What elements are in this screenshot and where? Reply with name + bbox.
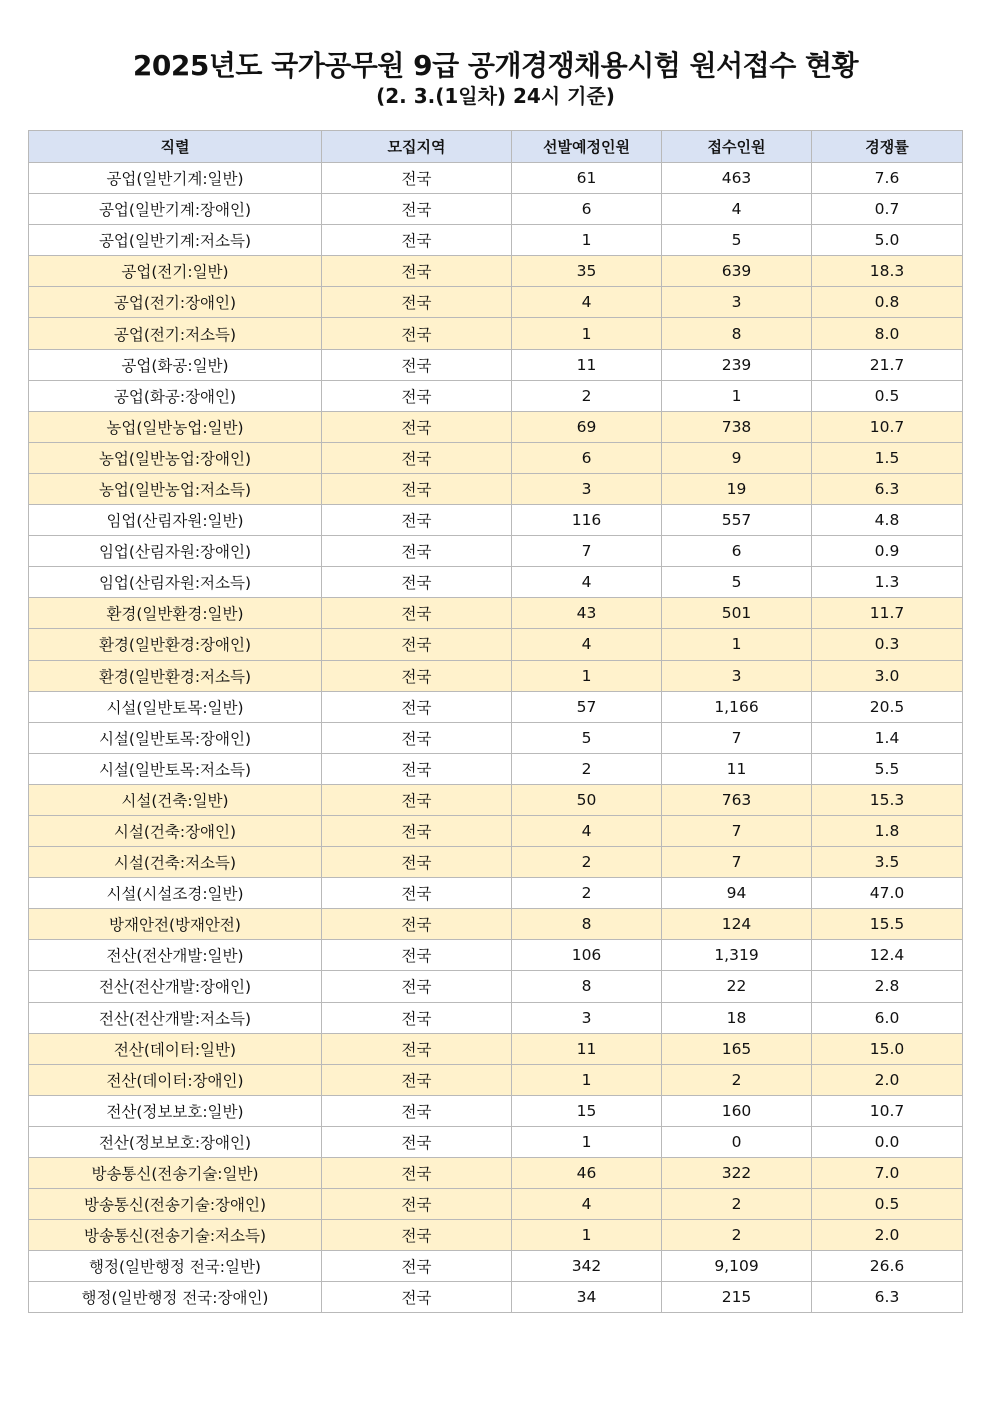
job-series-cell: 농업(일반농업:저소득): [29, 473, 322, 504]
applicants-cell: 94: [662, 878, 812, 909]
competition-rate-cell: 15.5: [812, 909, 963, 940]
applicants-cell: 1,166: [662, 691, 812, 722]
applicants-cell: 165: [662, 1033, 812, 1064]
region-cell: 전국: [322, 505, 512, 536]
applicants-cell: 322: [662, 1158, 812, 1189]
applicants-cell: 3: [662, 660, 812, 691]
job-series-cell: 공업(화공:일반): [29, 349, 322, 380]
region-cell: 전국: [322, 815, 512, 846]
applicants-cell: 19: [662, 473, 812, 504]
competition-rate-cell: 7.0: [812, 1158, 963, 1189]
region-cell: 전국: [322, 256, 512, 287]
planned-hires-cell: 2: [512, 847, 662, 878]
job-series-cell: 시설(시설조경:일반): [29, 878, 322, 909]
job-series-cell: 공업(전기:장애인): [29, 287, 322, 318]
applicants-cell: 557: [662, 505, 812, 536]
job-series-cell: 전산(정보보호:장애인): [29, 1126, 322, 1157]
applicants-cell: 1: [662, 629, 812, 660]
table-row: [29, 1220, 963, 1251]
competition-rate-cell: 1.8: [812, 815, 963, 846]
competition-rate-cell: 0.3: [812, 629, 963, 660]
table-row: [29, 598, 963, 629]
applicants-cell: 7: [662, 847, 812, 878]
applicants-cell: 124: [662, 909, 812, 940]
applicants-cell: 1,319: [662, 940, 812, 971]
job-series-cell: 임업(산림자원:일반): [29, 505, 322, 536]
planned-hires-cell: 61: [512, 163, 662, 194]
region-cell: 전국: [322, 1002, 512, 1033]
planned-hires-cell: 34: [512, 1282, 662, 1313]
job-series-cell: 임업(산림자원:저소득): [29, 567, 322, 598]
table-row: [29, 691, 963, 722]
competition-rate-cell: 10.7: [812, 1095, 963, 1126]
competition-rate-cell: 18.3: [812, 256, 963, 287]
planned-hires-cell: 2: [512, 753, 662, 784]
table-row: [29, 1282, 963, 1313]
competition-rate-cell: 6.3: [812, 1282, 963, 1313]
region-cell: 전국: [322, 1220, 512, 1251]
job-series-cell: 공업(일반기계:장애인): [29, 194, 322, 225]
planned-hires-cell: 6: [512, 442, 662, 473]
region-cell: 전국: [322, 909, 512, 940]
applicants-cell: 239: [662, 349, 812, 380]
competition-rate-cell: 0.9: [812, 536, 963, 567]
job-series-cell: 공업(일반기계:저소득): [29, 225, 322, 256]
planned-hires-cell: 1: [512, 225, 662, 256]
applicants-cell: 215: [662, 1282, 812, 1313]
table-row: [29, 473, 963, 504]
planned-hires-cell: 43: [512, 598, 662, 629]
applicants-cell: 3: [662, 287, 812, 318]
region-cell: 전국: [322, 878, 512, 909]
applicants-cell: 639: [662, 256, 812, 287]
region-cell: 전국: [322, 349, 512, 380]
job-series-cell: 시설(일반토목:일반): [29, 691, 322, 722]
planned-hires-cell: 3: [512, 473, 662, 504]
header-region: 모집지역: [322, 131, 512, 163]
job-series-cell: 전산(전산개발:저소득): [29, 1002, 322, 1033]
competition-rate-cell: 5.5: [812, 753, 963, 784]
table-row: [29, 909, 963, 940]
region-cell: 전국: [322, 753, 512, 784]
region-cell: 전국: [322, 660, 512, 691]
competition-rate-cell: 3.5: [812, 847, 963, 878]
planned-hires-cell: 1: [512, 318, 662, 349]
planned-hires-cell: 7: [512, 536, 662, 567]
table-row: [29, 878, 963, 909]
job-series-cell: 시설(일반토목:장애인): [29, 722, 322, 753]
table-row: [29, 971, 963, 1002]
competition-rate-cell: 5.0: [812, 225, 963, 256]
applicants-cell: 738: [662, 411, 812, 442]
applicants-cell: 8: [662, 318, 812, 349]
applicants-cell: 7: [662, 722, 812, 753]
applicants-cell: 0: [662, 1126, 812, 1157]
table-row: [29, 1064, 963, 1095]
region-cell: 전국: [322, 1095, 512, 1126]
table-row: [29, 753, 963, 784]
region-cell: 전국: [322, 473, 512, 504]
table-row: [29, 225, 963, 256]
table-row: [29, 318, 963, 349]
applicants-cell: 1: [662, 380, 812, 411]
job-series-cell: 전산(데이터:일반): [29, 1033, 322, 1064]
job-series-cell: 공업(전기:저소득): [29, 318, 322, 349]
table-row: [29, 1189, 963, 1220]
application-status-table: [28, 130, 963, 1313]
region-cell: 전국: [322, 847, 512, 878]
competition-rate-cell: 15.3: [812, 784, 963, 815]
region-cell: 전국: [322, 1251, 512, 1282]
applicants-cell: 22: [662, 971, 812, 1002]
region-cell: 전국: [322, 598, 512, 629]
competition-rate-cell: 0.7: [812, 194, 963, 225]
planned-hires-cell: 11: [512, 1033, 662, 1064]
region-cell: 전국: [322, 442, 512, 473]
applicants-cell: 7: [662, 815, 812, 846]
planned-hires-cell: 1: [512, 1126, 662, 1157]
competition-rate-cell: 6.3: [812, 473, 963, 504]
table-row: [29, 256, 963, 287]
table-row: [29, 1095, 963, 1126]
competition-rate-cell: 2.0: [812, 1220, 963, 1251]
region-cell: 전국: [322, 287, 512, 318]
job-series-cell: 환경(일반환경:저소득): [29, 660, 322, 691]
applicants-cell: 11: [662, 753, 812, 784]
competition-rate-cell: 2.0: [812, 1064, 963, 1095]
page-subtitle: (2. 3.(1일차) 24시 기준): [376, 84, 615, 108]
competition-rate-cell: 10.7: [812, 411, 963, 442]
competition-rate-cell: 3.0: [812, 660, 963, 691]
competition-rate-cell: 8.0: [812, 318, 963, 349]
table-row: [29, 380, 963, 411]
region-cell: 전국: [322, 194, 512, 225]
table-row: [29, 629, 963, 660]
applicants-cell: 9: [662, 442, 812, 473]
job-series-cell: 행정(일반행정 전국:일반): [29, 1251, 322, 1282]
table-row: [29, 1251, 963, 1282]
table-row: [29, 411, 963, 442]
job-series-cell: 농업(일반농업:장애인): [29, 442, 322, 473]
planned-hires-cell: 1: [512, 1064, 662, 1095]
job-series-cell: 공업(화공:장애인): [29, 380, 322, 411]
region-cell: 전국: [322, 940, 512, 971]
header-competition-rate: 경쟁률: [812, 131, 963, 163]
table-row: [29, 163, 963, 194]
applicants-cell: 9,109: [662, 1251, 812, 1282]
competition-rate-cell: 26.6: [812, 1251, 963, 1282]
competition-rate-cell: 12.4: [812, 940, 963, 971]
table-row: [29, 660, 963, 691]
applicants-cell: 2: [662, 1220, 812, 1251]
planned-hires-cell: 4: [512, 567, 662, 598]
competition-rate-cell: 20.5: [812, 691, 963, 722]
table-row: [29, 1033, 963, 1064]
applicants-cell: 6: [662, 536, 812, 567]
table-header-row: [29, 131, 963, 163]
competition-rate-cell: 21.7: [812, 349, 963, 380]
competition-rate-cell: 0.5: [812, 380, 963, 411]
region-cell: 전국: [322, 722, 512, 753]
planned-hires-cell: 116: [512, 505, 662, 536]
table-row: [29, 567, 963, 598]
region-cell: 전국: [322, 1189, 512, 1220]
job-series-cell: 행정(일반행정 전국:장애인): [29, 1282, 322, 1313]
competition-rate-cell: 15.0: [812, 1033, 963, 1064]
job-series-cell: 시설(일반토목:저소득): [29, 753, 322, 784]
planned-hires-cell: 4: [512, 629, 662, 660]
region-cell: 전국: [322, 380, 512, 411]
job-series-cell: 공업(전기:일반): [29, 256, 322, 287]
competition-rate-cell: 4.8: [812, 505, 963, 536]
table-row: [29, 287, 963, 318]
job-series-cell: 방송통신(전송기술:저소득): [29, 1220, 322, 1251]
region-cell: 전국: [322, 1158, 512, 1189]
table-row: [29, 194, 963, 225]
region-cell: 전국: [322, 318, 512, 349]
region-cell: 전국: [322, 567, 512, 598]
competition-rate-cell: 11.7: [812, 598, 963, 629]
job-series-cell: 방송통신(전송기술:장애인): [29, 1189, 322, 1220]
table-row: [29, 1002, 963, 1033]
region-cell: 전국: [322, 536, 512, 567]
applicants-cell: 160: [662, 1095, 812, 1126]
region-cell: 전국: [322, 163, 512, 194]
table-row: [29, 722, 963, 753]
competition-rate-cell: 6.0: [812, 1002, 963, 1033]
page-title: 2025년도 국가공무원 9급 공개경쟁채용시험 원서접수 현황: [132, 49, 859, 82]
applicants-cell: 2: [662, 1064, 812, 1095]
job-series-cell: 방재안전(방재안전): [29, 909, 322, 940]
header-applicants: 접수인원: [662, 131, 812, 163]
job-series-cell: 전산(데이터:장애인): [29, 1064, 322, 1095]
job-series-cell: 환경(일반환경:장애인): [29, 629, 322, 660]
region-cell: 전국: [322, 629, 512, 660]
planned-hires-cell: 46: [512, 1158, 662, 1189]
region-cell: 전국: [322, 1064, 512, 1095]
job-series-cell: 공업(일반기계:일반): [29, 163, 322, 194]
region-cell: 전국: [322, 1126, 512, 1157]
applicants-cell: 18: [662, 1002, 812, 1033]
table-row: [29, 847, 963, 878]
region-cell: 전국: [322, 411, 512, 442]
table-row: [29, 349, 963, 380]
table-row: [29, 940, 963, 971]
region-cell: 전국: [322, 225, 512, 256]
planned-hires-cell: 5: [512, 722, 662, 753]
applicants-cell: 5: [662, 567, 812, 598]
competition-rate-cell: 7.6: [812, 163, 963, 194]
planned-hires-cell: 57: [512, 691, 662, 722]
competition-rate-cell: 0.8: [812, 287, 963, 318]
job-series-cell: 시설(건축:장애인): [29, 815, 322, 846]
table-row: [29, 1158, 963, 1189]
header-planned-hires: 선발예정인원: [512, 131, 662, 163]
planned-hires-cell: 69: [512, 411, 662, 442]
planned-hires-cell: 1: [512, 660, 662, 691]
applicants-cell: 501: [662, 598, 812, 629]
planned-hires-cell: 35: [512, 256, 662, 287]
planned-hires-cell: 1: [512, 1220, 662, 1251]
competition-rate-cell: 1.5: [812, 442, 963, 473]
competition-rate-cell: 0.0: [812, 1126, 963, 1157]
table-row: [29, 784, 963, 815]
table-row: [29, 442, 963, 473]
competition-rate-cell: 1.4: [812, 722, 963, 753]
header-job-series: 직렬: [29, 131, 322, 163]
job-series-cell: 전산(전산개발:일반): [29, 940, 322, 971]
planned-hires-cell: 15: [512, 1095, 662, 1126]
applicants-cell: 4: [662, 194, 812, 225]
planned-hires-cell: 342: [512, 1251, 662, 1282]
job-series-cell: 환경(일반환경:일반): [29, 598, 322, 629]
planned-hires-cell: 4: [512, 1189, 662, 1220]
table-row: [29, 1126, 963, 1157]
planned-hires-cell: 8: [512, 909, 662, 940]
region-cell: 전국: [322, 691, 512, 722]
region-cell: 전국: [322, 1033, 512, 1064]
table-body: [29, 163, 963, 1313]
applicants-cell: 463: [662, 163, 812, 194]
planned-hires-cell: 4: [512, 815, 662, 846]
planned-hires-cell: 2: [512, 878, 662, 909]
competition-rate-cell: 2.8: [812, 971, 963, 1002]
job-series-cell: 시설(건축:저소득): [29, 847, 322, 878]
region-cell: 전국: [322, 784, 512, 815]
region-cell: 전국: [322, 971, 512, 1002]
planned-hires-cell: 2: [512, 380, 662, 411]
table-row: [29, 536, 963, 567]
applicants-cell: 763: [662, 784, 812, 815]
job-series-cell: 임업(산림자원:장애인): [29, 536, 322, 567]
planned-hires-cell: 4: [512, 287, 662, 318]
job-series-cell: 시설(건축:일반): [29, 784, 322, 815]
applicants-cell: 5: [662, 225, 812, 256]
job-series-cell: 전산(정보보호:일반): [29, 1095, 322, 1126]
planned-hires-cell: 11: [512, 349, 662, 380]
planned-hires-cell: 8: [512, 971, 662, 1002]
job-series-cell: 전산(전산개발:장애인): [29, 971, 322, 1002]
region-cell: 전국: [322, 1282, 512, 1313]
planned-hires-cell: 6: [512, 194, 662, 225]
competition-rate-cell: 47.0: [812, 878, 963, 909]
job-series-cell: 농업(일반농업:일반): [29, 411, 322, 442]
competition-rate-cell: 0.5: [812, 1189, 963, 1220]
planned-hires-cell: 3: [512, 1002, 662, 1033]
competition-rate-cell: 1.3: [812, 567, 963, 598]
table-row: [29, 815, 963, 846]
applicants-cell: 2: [662, 1189, 812, 1220]
planned-hires-cell: 50: [512, 784, 662, 815]
planned-hires-cell: 106: [512, 940, 662, 971]
job-series-cell: 방송통신(전송기술:일반): [29, 1158, 322, 1189]
table-row: [29, 505, 963, 536]
